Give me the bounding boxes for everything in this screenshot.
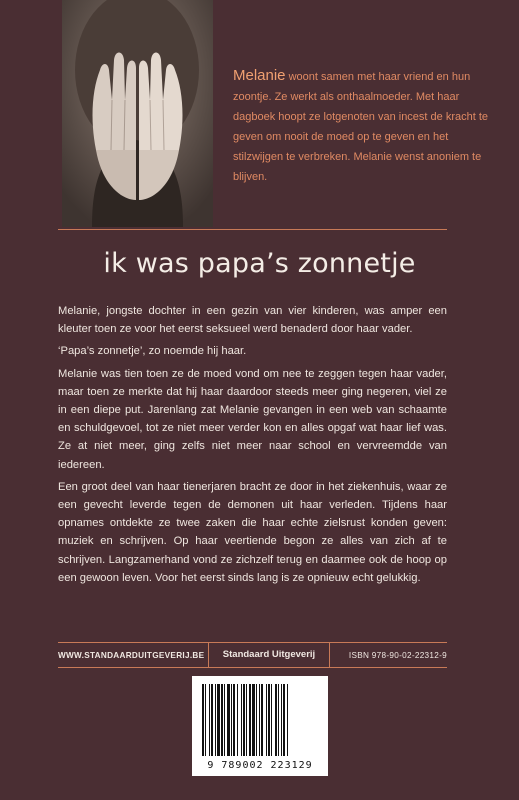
barcode-bar bbox=[224, 684, 225, 756]
synopsis-paragraph: Melanie was tien toen ze de moed vond om nee te zeggen tegen haar vader, maar toen ze merkte dat hij haar daardoor steeds meer ging negeren, viel ze in een diepe put. Jarenlang zat Melanie gevangen in een web van schaamte en schuldgevoel, tot ze niet meer verder kon en alles opgaf wat haar lief was. Ze at niet meer, ging zelfs niet meer naar school en vervreemdde van iedereen. bbox=[58, 367, 447, 471]
barcode-bar bbox=[227, 684, 230, 756]
barcode-bar bbox=[233, 684, 235, 756]
publisher-footer bbox=[58, 643, 447, 667]
barcode-bar bbox=[275, 684, 277, 756]
barcode-bar bbox=[261, 684, 263, 756]
barcode bbox=[192, 676, 328, 776]
synopsis-paragraph: Melanie, jongste dochter in een gezin van vier kinderen, was amper een kleuter toen ze voor het eerst seksueel werd benaderd door haar vader. bbox=[58, 305, 447, 336]
synopsis bbox=[58, 302, 447, 591]
author-description: woont samen met haar vriend en hun zoontje. Ze werkt als onthaalmoeder. Met haar dagboek hoopt ze lotgenoten van incest de kracht te geven om nooit de moed op te geven en het stilzwijgen te verbreken. Melanie wenst anoniem te blijven. bbox=[233, 71, 489, 183]
publisher-website: WWW.STANDAARDUITGEVERIJ.BE bbox=[58, 650, 205, 660]
cover-photo bbox=[62, 0, 213, 227]
barcode-bar bbox=[209, 684, 210, 756]
barcode-bars bbox=[200, 684, 320, 758]
barcode-bar bbox=[217, 684, 220, 756]
synopsis-paragraph: Een groot deel van haar tienerjaren bracht ze door in het ziekenhuis, waar ze een gevecht leverde tegen de demonen uit haar verleden. Tijdens haar opnames ontdekte ze twee zaken die haar echte zielsrust konden geven: muziek en schrijven. Op haar veertiende begon ze alles van zich af te schrijven. Langzamerhand vond ze zichzelf terug en daarmee ook de hoop op een gewoon leven. Voor het eerst sinds lang is ze opnieuw echt gelukkig. bbox=[58, 480, 447, 584]
barcode-bar bbox=[221, 684, 223, 756]
barcode-bar bbox=[256, 684, 257, 756]
barcode-bar bbox=[241, 684, 242, 756]
barcode-bar bbox=[281, 684, 282, 756]
barcode-bar bbox=[287, 684, 288, 756]
barcode-bar bbox=[283, 684, 285, 756]
barcode-bar bbox=[202, 684, 204, 756]
author-blurb bbox=[233, 66, 495, 187]
footer-bottom-divider bbox=[58, 667, 447, 668]
barcode-bar bbox=[252, 684, 255, 756]
barcode-bar bbox=[278, 684, 279, 756]
barcode-bar bbox=[266, 684, 267, 756]
barcode-bar bbox=[215, 684, 216, 756]
barcode-bar bbox=[237, 684, 238, 756]
isbn-number: ISBN 978-90-02-22312-9 bbox=[348, 650, 447, 660]
barcode-bar bbox=[246, 684, 247, 756]
hands-over-face-image bbox=[62, 0, 213, 227]
synopsis-paragraph: ‘Papa’s zonnetje’, zo noemde hij haar. bbox=[58, 345, 247, 358]
book-title: ik was papa’s zonnetje bbox=[103, 248, 416, 279]
barcode-bar bbox=[231, 684, 232, 756]
barcode-bar bbox=[249, 684, 251, 756]
top-divider bbox=[58, 229, 447, 230]
author-name: Melanie bbox=[233, 67, 286, 84]
barcode-bar bbox=[268, 684, 270, 756]
barcode-bar bbox=[259, 684, 260, 756]
barcode-number: 9 789002 223129 bbox=[207, 760, 313, 771]
barcode-bar bbox=[211, 684, 213, 756]
publisher-name: Standaard Uitgeverij bbox=[208, 643, 330, 667]
barcode-bar bbox=[271, 684, 272, 756]
barcode-bar bbox=[205, 684, 206, 756]
barcode-bar bbox=[243, 684, 245, 756]
